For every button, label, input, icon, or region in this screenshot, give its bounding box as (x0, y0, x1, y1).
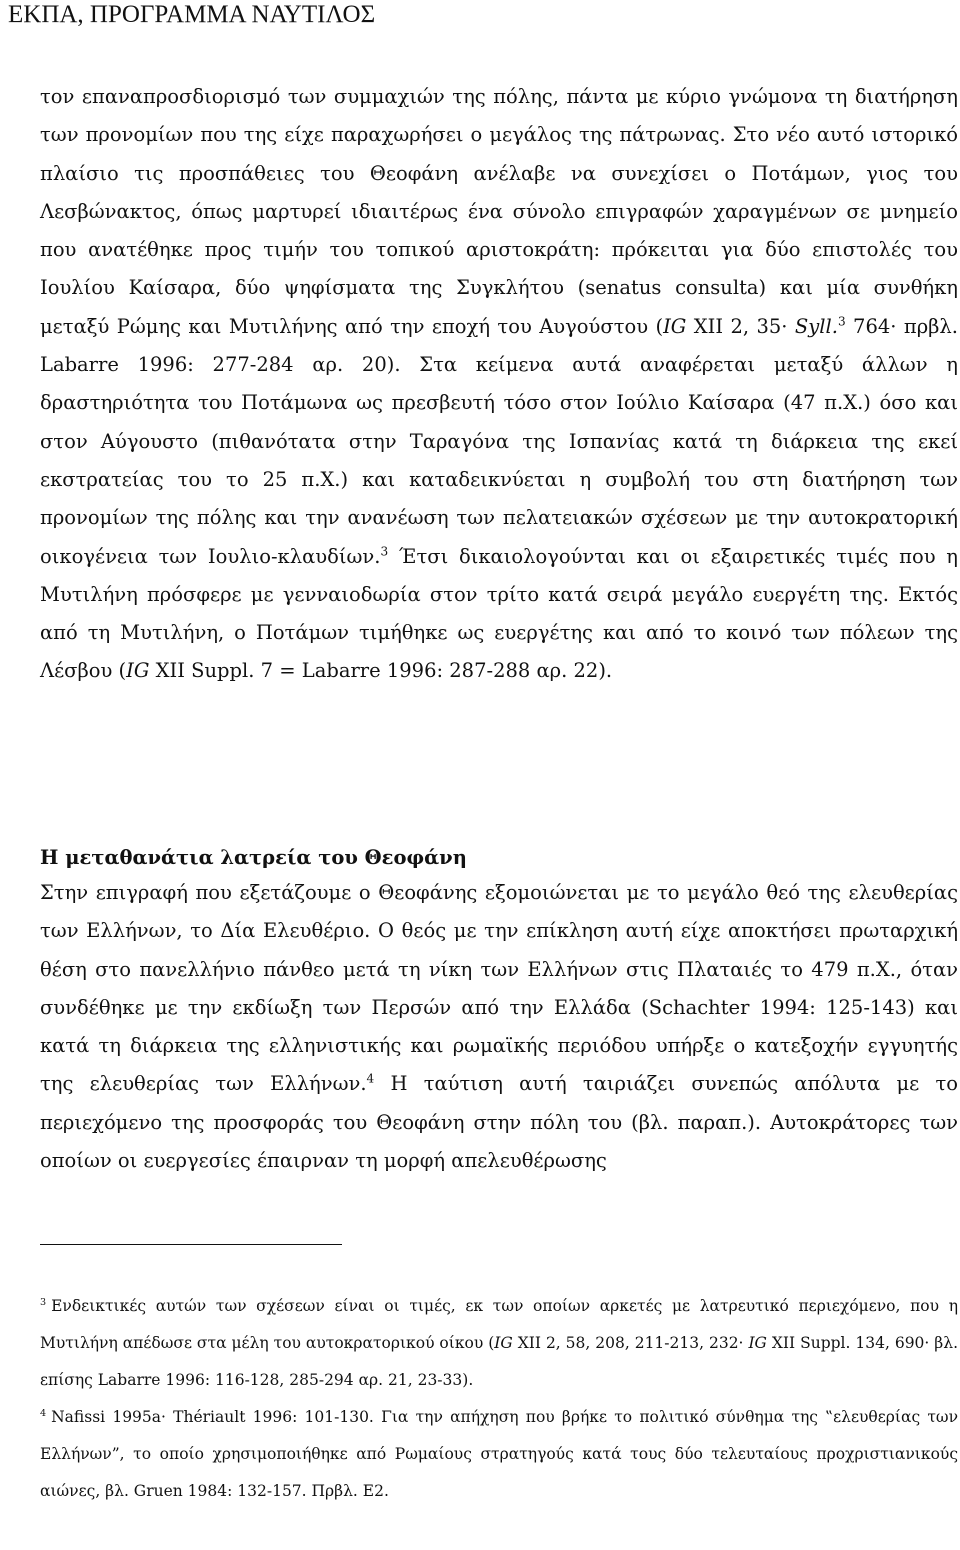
footnote-ref-3: 3 (380, 544, 389, 559)
body-paragraph-2 (40, 874, 958, 1180)
body-paragraph-1 (40, 78, 958, 691)
superscript: 3 (837, 314, 846, 329)
text-run: XII 2, 35· (686, 314, 795, 338)
text-run: Έτσι δικαιολογούνται και οι εξαιρετικές τιμές που η Μυτιλήνη πρόσφερε με γενναιοδωρία στον τρίτο κατά σειρά μεγάλο ευεργέτη της. Εκτός από τη Μυτιλήνη, ο Ποτάμων τιμήθηκε ως ευεργέτης και από το κοινό των πόλεων της Λέσβου ( (40, 544, 958, 683)
text-run: τον επαναπροσδιορισμό των συμμαχιών της πόλης, πάντα με κύριο γνώμονα τη διατήρηση των προνομίων που της είχε παραχωρήσει ο μεγάλος της πάτρωνας. Στο νέο αυτό ιστορικό πλαίσιο τις προσπάθειες του Θεοφάνη ανέλαβε να συνεχίσει ο Ποτάμων, γιος του Λεσβώνακτος, όπως μαρτυρεί ιδιαιτέρως ένα σύνολο επιγραφών χαραγμένων σε μνημείο που ανατέθηκε προς τιμήν του τοπικού αριστοκράτη: πρόκειται για δύο επιστολές του Ιουλίου Καίσαρα, δύο ψηφίσματα της Συγκλήτου (senatus consulta) και μία συνθήκη μεταξύ Ρώμης και Μυτιλήνης από την εποχή του Αυγούστου ( (40, 85, 958, 338)
text-run: Ενδεικτικές αυτών των σχέσεων είναι οι τιμές, εκ των οποίων αρκετές με λατρευτικό περιεχόμενο, που η Μυτιλήνη απέδωσε στα μέλη του αυτοκρατορικού οίκου ( (40, 1297, 958, 1352)
text-run: XII 2, 58, 208, 211-213, 232· (512, 1334, 749, 1352)
text-run: Η ταύτιση αυτή ταιριάζει συνεπώς απόλυτα με το περιεχόμενο της προσφοράς του Θεοφάνη στην πόλη του (βλ. παραπ.). Αυτοκράτορες των οποίων οι ευεργεσίες έπαιρναν τη μορφή απελευθέρωσης (40, 1072, 958, 1173)
footnote-3 (40, 1288, 958, 1399)
text-run: 764· πρβλ. Labarre 1996: 277-284 αρ. 20). Στα κείμενα αυτά αναφέρεται μεταξύ άλλων η δραστηριότητα του Ποτάμωνα ως πρεσβευτή τόσο στον Ιούλιο Καίσαρα (47 π.Χ.) όσο και στον Αύγουστο (πιθανότατα στην Ταραγόνα της Ισπανίας κατά τη διάρκεια της εκεί εκστρατείας του το 25 π.Χ.) και καταδεικνύεται η συμβολή του στη διατήρηση των προνομίων της πόλης και την ανανέωση των πελατειακών σχέσεων με την αυτοκρατορική οικογένεια των Ιουλιο-κλαυδίων. (40, 314, 958, 568)
section-heading: Η μεταθανάτια λατρεία του Θεοφάνη (40, 846, 467, 869)
running-header: ΕΚΠΑ, ΠΡΟΓΡΑΜΜΑ ΝΑΥΤΙΛΟΣ (8, 1, 376, 28)
footnote-4 (40, 1399, 958, 1510)
text-run: Στην επιγραφή που εξετάζουμε ο Θεοφάνης εξομοιώνεται με το μεγάλο θεό της ελευθερίας των Ελλήνων, το Δία Ελευθέριο. Ο θεός με την επίκληση αυτή είχε αποκτήσει πρωταρχική θέση στο πανελλήνιο πάνθεο μετά τη νίκη των Ελλήνων στις Πλαταιές το 479 π.Χ., όταν συνδέθηκε με την εκδίωξη των Περσών από την Ελλάδα (Schachter 1994: 125-143) και κατά τη διάρκεια της ελληνιστικής και ρωμαϊκής περιόδου υπήρξε ο κατεξοχήν εγγυητής της ελευθερίας των Ελλήνων. (40, 881, 958, 1096)
italic-ig: IG (748, 1334, 767, 1352)
footnote-ref-4: 4 (366, 1072, 375, 1086)
text-run: XII Suppl. 134, 690· βλ. επίσης Labarre 1996: 116-128, 285-294 αρ. 21, 23-33). (40, 1334, 958, 1389)
text-run: XII Suppl. 7 = Labarre 1996: 287-288 αρ. 22). (149, 659, 613, 683)
italic-ig: IG (126, 659, 150, 683)
footnote-number: 3 (40, 1297, 47, 1309)
italic-syll: Syll. (794, 314, 838, 338)
footnote-number: 4 (40, 1408, 47, 1420)
italic-ig: IG (663, 314, 687, 338)
text-run: Nafissi 1995a· Thériault 1996: 101-130. Για την απήχηση που βρήκε το πολιτικό σύνθημα της ‟ελευθερίας των Ελλήνων”, το οποίο χρησιμοποιήθηκε από Ρωμαίους στρατηγούς κατά τους δύο τελευταίους προχριστιανικούς αιώνες, βλ. Gruen 1984: 132-157. Πρβλ. Ε2. (40, 1408, 958, 1500)
footnote-separator (40, 1244, 342, 1245)
italic-ig: IG (494, 1334, 513, 1352)
